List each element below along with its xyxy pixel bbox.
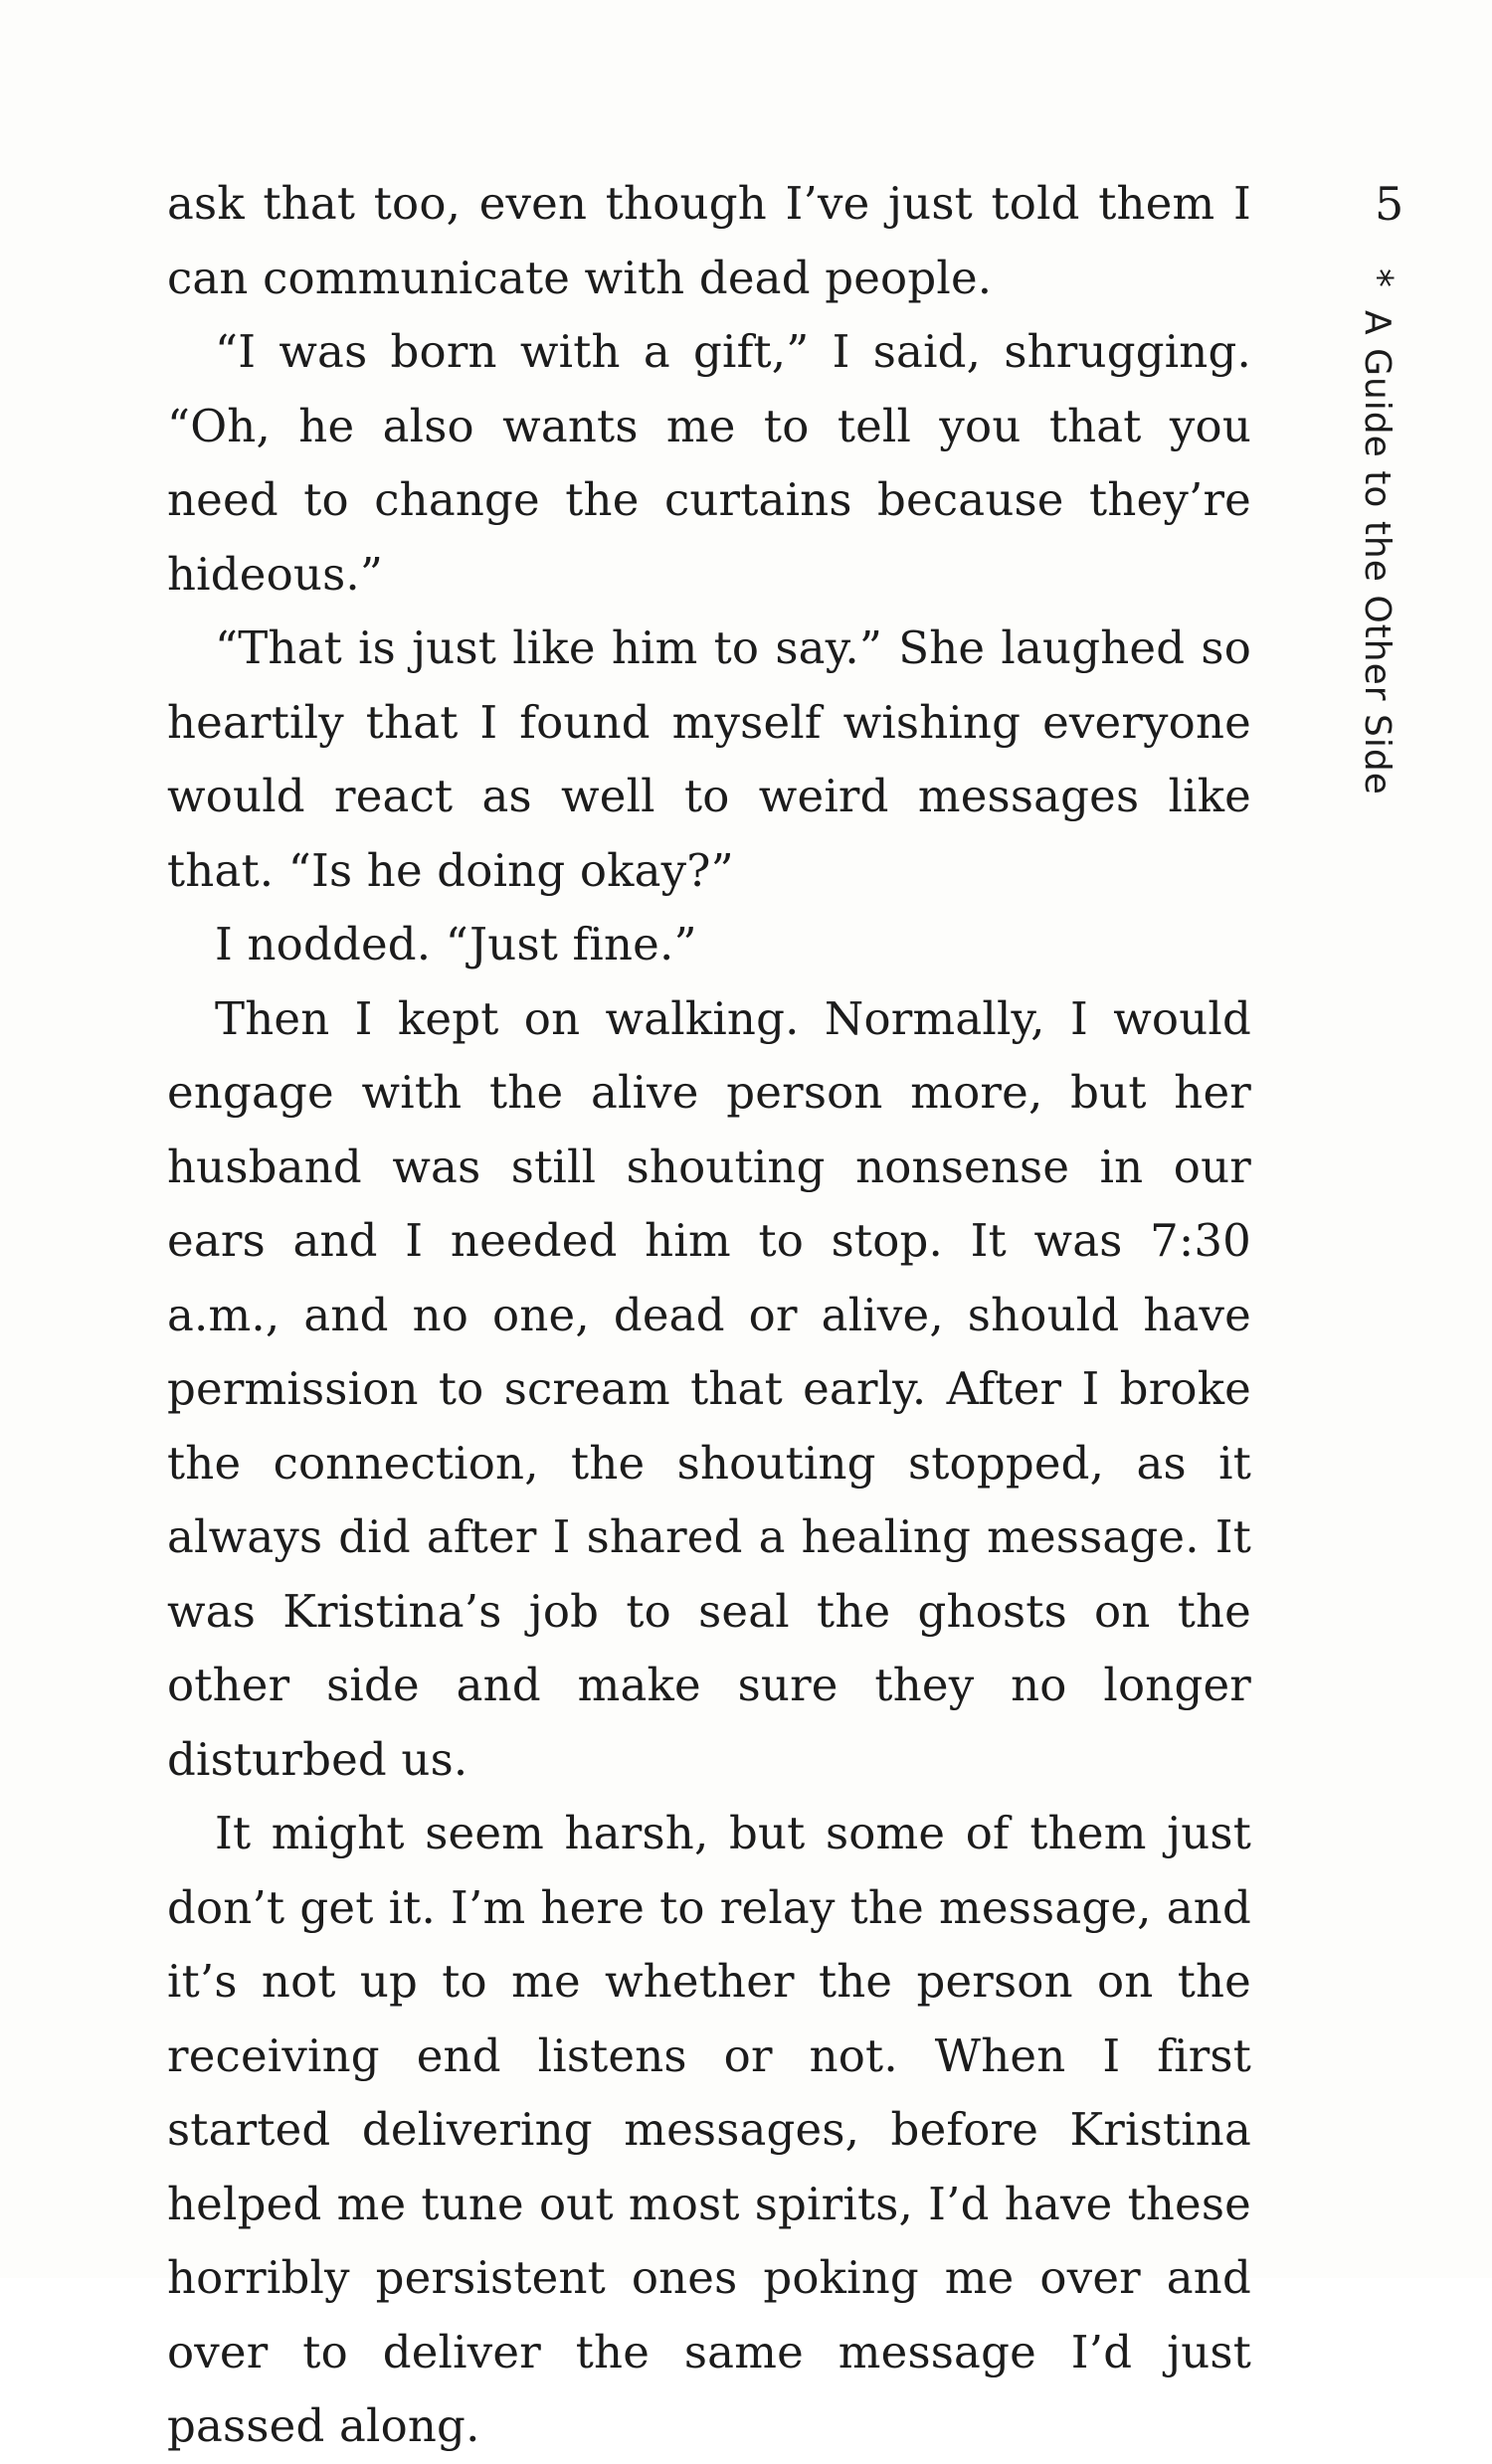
- page-number: 5: [1375, 177, 1404, 231]
- paragraph: I nodded. “Just fine.”: [215, 918, 697, 970]
- running-title: A Guide to the Other Side: [1357, 310, 1398, 795]
- body-text: [167, 167, 1251, 2464]
- paragraph: ask that too, even though I’ve just told them I can communicate with dead people.: [167, 177, 1251, 304]
- paragraph: “That is just like him to say.” She laughed so heartily that I found myself wishing everyone would react as well to weird messages like that. “Is he doing okay?”: [167, 621, 1251, 897]
- running-head: [1357, 268, 1399, 795]
- asterisk-separator: *: [1357, 268, 1400, 288]
- paragraph: Then I kept on walking. Normally, I would engage with the alive person more, but her husband was still shouting nonsense in our ears and I needed him to stop. It was 7:30 a.m., and no one, dead or alive, should have permission to scream that early. After I broke the connection, the shouting stopped, as it always did after I shared a healing message. It was Kristina’s job to seal the ghosts on the other side and make sure they no longer disturbed us.: [167, 991, 1251, 1786]
- paragraph: “I was born with a gift,” I said, shrugging. “Oh, he also wants me to tell you that you need to change the curtains because they’re hideous.”: [167, 325, 1251, 601]
- paragraph: It might seem harsh, but some of them just don’t get it. I’m here to relay the message, and it’s not up to me whether the person on the receiving end listens or not. When I first started delivering messages, before Kristina helped me tune out most spirits, I’d have these horribly persistent ones poking me over and over to deliver the same message I’d just passed along.: [167, 1807, 1251, 2452]
